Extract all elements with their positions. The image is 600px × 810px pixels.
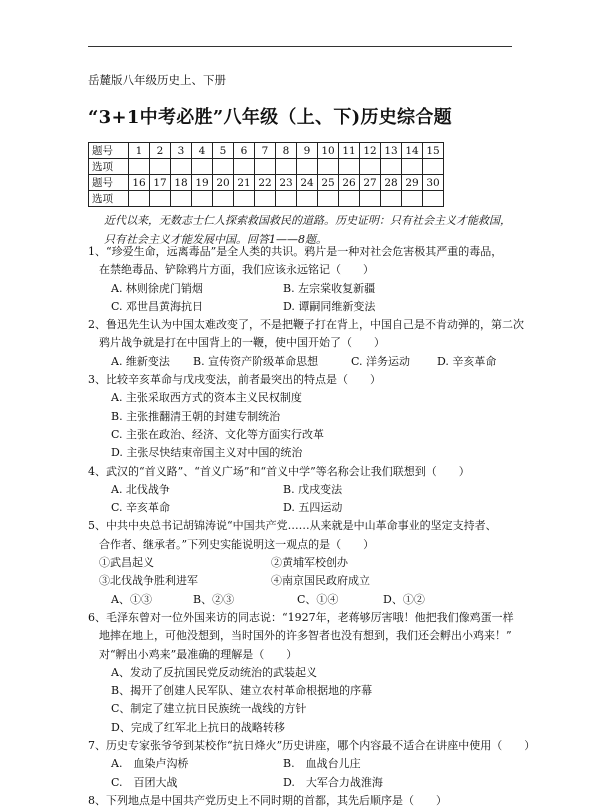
question-number-cell: 4 (192, 143, 213, 159)
q5-stem: 合作者、继承者。”下列史实能说明这一观点的是（ ） (99, 537, 375, 551)
question-number-cell: 8 (276, 143, 297, 159)
answer-table (88, 142, 444, 207)
answer-cell[interactable] (339, 191, 360, 207)
question-number-cell: 5 (213, 143, 234, 159)
question-number-cell: 20 (213, 175, 234, 191)
header-note: 岳麓版八年级历史上、下册 (88, 73, 226, 87)
questions (88, 243, 536, 810)
intro-line: 近代以来，无数志士仁人探索救国救民的道路。历史证明：只有社会主义才能救国， (104, 214, 511, 227)
answer-cell[interactable] (423, 159, 444, 175)
q2-option-c[interactable]: C. 洋务运动 (351, 354, 411, 368)
answer-cell[interactable] (150, 159, 171, 175)
q2-stem: 2、鲁迅先生认为中国太难改变了，不是把鞭子打在背上，中国自己是不肯动弹的，第二次 (88, 318, 524, 332)
row-label: 选项 (89, 191, 129, 207)
q5-item-3: ③北伐战争胜利进军 (99, 574, 198, 588)
question-number-cell: 15 (423, 143, 444, 159)
question-number-cell: 23 (276, 175, 297, 191)
q4-option-d[interactable]: D. 五四运动 (283, 501, 343, 515)
intro-line: 只有社会主义才能发展中国。回答1——8题。 (104, 233, 327, 246)
q7-option-c[interactable]: C. 百团大战 (111, 775, 178, 789)
answer-cell[interactable] (381, 159, 402, 175)
question-number-cell: 21 (234, 175, 255, 191)
q5-item-4: ④南京国民政府成立 (271, 574, 370, 588)
top-rule (88, 46, 512, 47)
q2-option-d[interactable]: D. 辛亥革命 (437, 354, 497, 368)
question-number-cell: 16 (129, 175, 150, 191)
answer-cell[interactable] (402, 159, 423, 175)
q6-stem: 地摔在地上，可他没想到，当时国外的许多智者也没有想到，我们还会孵出小鸡来！” (99, 629, 512, 643)
page-title: “3+1中考必胜”八年级（上、下)历史综合题 (88, 107, 452, 128)
question-number-cell: 2 (150, 143, 171, 159)
q3-stem: 3、比较辛亥革命与戊戌变法，前者最突出的特点是（ ） (88, 373, 381, 387)
question-number-cell: 12 (360, 143, 381, 159)
q7-option-b[interactable]: B. 血战台儿庄 (283, 757, 361, 771)
answer-cell[interactable] (129, 191, 150, 207)
table-row (89, 175, 444, 191)
question-number-cell: 18 (171, 175, 192, 191)
answer-cell[interactable] (318, 191, 339, 207)
q1-stem: 1、“珍爱生命，远离毒品”是全人类的共识。鸦片是一种对社会危害极其严重的毒品， (88, 245, 503, 258)
answer-cell[interactable] (192, 191, 213, 207)
row-label: 题号 (89, 175, 129, 191)
q8-stem: 8、下列地点是中国共产党历史上不同时期的首都，其先后顺序是（ ） (88, 793, 447, 807)
q4-option-b[interactable]: B. 戊戌变法 (283, 482, 343, 496)
q6-stem: 6、毛泽东曾对一位外国来访的同志说：“1927年，老蒋够厉害哦！他把我们像鸡蛋一样 (88, 610, 514, 624)
q5-stem: 5、中共中央总书记胡锦涛说“中国共产党……从来就是中山革命事业的坚定支持者、 (88, 519, 497, 533)
q2-option-b[interactable]: B. 宣传资产阶级革命思想 (193, 354, 319, 368)
question-number-cell: 28 (381, 175, 402, 191)
question-number-cell: 30 (423, 175, 444, 191)
question-number-cell: 29 (402, 175, 423, 191)
answer-cell[interactable] (318, 159, 339, 175)
q6-option-c[interactable]: C、制定了建立抗日民族统一战线的方针 (111, 702, 307, 716)
q3-option-a[interactable]: A. 主张采取西方式的资本主义民权制度 (111, 391, 302, 405)
question-number-cell: 17 (150, 175, 171, 191)
answer-cell[interactable] (402, 191, 423, 207)
q7-option-d[interactable]: D. 大军合力战淮海 (283, 775, 383, 789)
q3-option-b[interactable]: B. 主张推翻清王朝的封建专制统治 (111, 409, 281, 423)
q5-option-b[interactable]: B、②③ (193, 592, 235, 606)
q6-option-a[interactable]: A、发动了反抗国民党反动统治的武装起义 (111, 665, 317, 679)
q5-option-c[interactable]: C、①④ (297, 592, 339, 606)
answer-cell[interactable] (213, 191, 234, 207)
question-number-cell: 13 (381, 143, 402, 159)
answer-cell[interactable] (234, 159, 255, 175)
table-row (89, 191, 444, 207)
answer-cell[interactable] (423, 191, 444, 207)
q1-option-c[interactable]: C. 邓世昌黄海抗日 (111, 299, 204, 313)
question-number-cell: 9 (297, 143, 318, 159)
q2-stem: 鸦片战争就是打在中国背上的一鞭，使中国开始了（ ） (99, 336, 385, 350)
q6-stem: 对“孵出小鸡来”最准确的理解是（ ） (99, 647, 298, 661)
answer-cell[interactable] (381, 191, 402, 207)
answer-cell[interactable] (360, 159, 381, 175)
question-number-cell: 24 (297, 175, 318, 191)
q4-option-c[interactable]: C. 辛亥革命 (111, 501, 171, 515)
q5-option-d[interactable]: D、①② (383, 592, 425, 606)
row-label: 题号 (89, 143, 129, 159)
answer-cell[interactable] (297, 159, 318, 175)
q7-stem: 7、历史专家张爷爷到某校作“抗日烽火”历史讲座，哪个内容最不适合在讲座中使用（ ） (88, 739, 536, 753)
question-number-cell: 27 (360, 175, 381, 191)
q3-option-d[interactable]: D. 主张尽快结束帝国主义对中国的统治 (111, 446, 303, 460)
answer-cell[interactable] (213, 159, 234, 175)
q5-item-2: ②黄埔军校创办 (271, 556, 348, 570)
question-number-cell: 7 (255, 143, 276, 159)
q1-stem: 在禁绝毒品、铲除鸦片方面，我们应该永远铭记（ ） (99, 263, 374, 277)
question-number-cell: 25 (318, 175, 339, 191)
answer-cell[interactable] (297, 191, 318, 207)
answer-cell[interactable] (171, 159, 192, 175)
question-number-cell: 26 (339, 175, 360, 191)
answer-cell[interactable] (171, 191, 192, 207)
question-number-cell: 14 (402, 143, 423, 159)
question-number-cell: 3 (171, 143, 192, 159)
answer-cell[interactable] (360, 191, 381, 207)
question-number-cell: 1 (129, 143, 150, 159)
q2-option-a[interactable]: A. 维新变法 (111, 354, 170, 368)
q6-option-d[interactable]: D、完成了红军北上抗日的战略转移 (111, 720, 285, 734)
q7-option-a[interactable]: A. 血染卢沟桥 (111, 757, 189, 771)
q4-option-a[interactable]: A. 北伐战争 (111, 482, 170, 496)
q3-option-c[interactable]: C. 主张在政治、经济、文化等方面实行改革 (111, 427, 325, 441)
q1-option-b[interactable]: B. 左宗棠收复新疆 (283, 281, 376, 295)
q5-option-a[interactable]: A、①③ (111, 592, 152, 606)
answer-cell[interactable] (234, 191, 255, 207)
answer-cell[interactable] (276, 191, 297, 207)
question-number-cell: 22 (255, 175, 276, 191)
table-row (89, 143, 444, 159)
q5-item-1: ①武昌起义 (99, 556, 154, 570)
answer-cell[interactable] (150, 191, 171, 207)
question-number-cell: 11 (339, 143, 360, 159)
answer-cell[interactable] (192, 159, 213, 175)
q4-stem: 4、武汉的“首义路”、“首义广场”和“首义中学”等名称会让我们联想到（ ） (88, 464, 470, 478)
question-number-cell: 10 (318, 143, 339, 159)
question-number-cell: 19 (192, 175, 213, 191)
table-row (89, 159, 444, 175)
row-label: 选项 (89, 159, 129, 175)
question-number-cell: 6 (234, 143, 255, 159)
q6-option-b[interactable]: B、揭开了创建人民军队、建立农村革命根据地的序幕 (111, 684, 373, 698)
answer-cell[interactable] (255, 191, 276, 207)
q1-option-d[interactable]: D. 谭嗣同维新变法 (283, 299, 376, 313)
answer-cell[interactable] (255, 159, 276, 175)
answer-cell[interactable] (339, 159, 360, 175)
answer-cell[interactable] (129, 159, 150, 175)
q1-option-a[interactable]: A. 林则徐虎门销烟 (111, 281, 203, 295)
answer-cell[interactable] (276, 159, 297, 175)
